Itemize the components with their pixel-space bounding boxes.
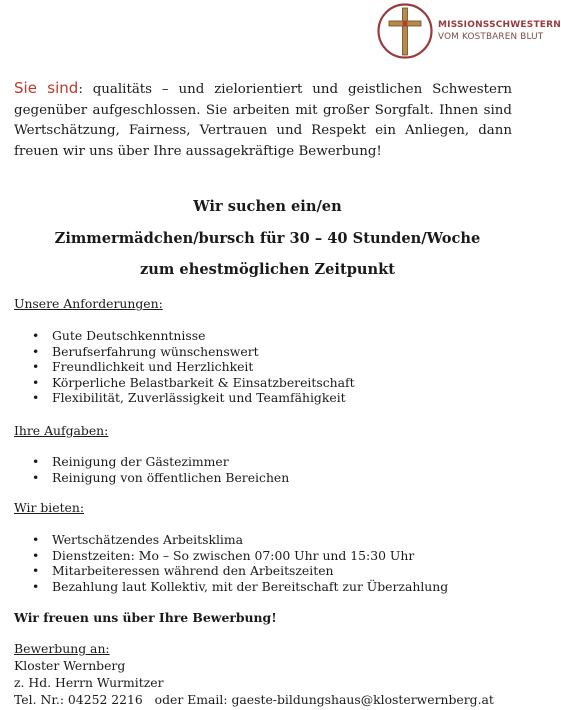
contact-phone: Tel. Nr.: 04252 2216 — [14, 692, 143, 707]
offers-title: Wir bieten: — [14, 500, 85, 515]
tasks-title: Ihre Aufgaben: — [14, 423, 109, 438]
headline-line-3: zum ehestmöglichen Zeitpunkt — [140, 261, 395, 278]
logo-line-1: MISSIONSSCHWESTERN — [438, 20, 561, 30]
list-item: • Reinigung der Gästezimmer — [52, 454, 289, 470]
cross-icon — [376, 2, 434, 60]
requirements-title: Unsere Anforderungen: — [14, 296, 163, 311]
list-item: • Körperliche Belastbarkeit & Einsatzbereitschaft — [52, 375, 355, 391]
contact-email[interactable]: oder Email: gaeste-bildungshaus@klosterwernberg.at — [154, 692, 494, 707]
contact-title: Bewerbung an: — [14, 641, 110, 656]
list-item: • Mitarbeiteressen während den Arbeitszeiten — [52, 563, 448, 579]
list-item: • Berufserfahrung wünschenswert — [52, 344, 355, 360]
list-item: • Gute Deutschkenntnisse — [52, 328, 355, 344]
offers-list — [14, 532, 448, 594]
list-item: • Reinigung von öffentlichen Bereichen — [52, 470, 289, 486]
list-item: • Wertschätzendes Arbeitsklima — [52, 532, 448, 548]
headline-line-1: Wir suchen ein/en — [193, 198, 342, 215]
closing-text: Wir freuen uns über Ihre Bewerbung! — [14, 610, 277, 625]
contact-org: Kloster Wernberg — [14, 658, 126, 673]
contact-attn: z. Hd. Herrn Wurmitzer — [14, 675, 164, 690]
contact-line — [14, 692, 494, 707]
requirements-list — [14, 328, 355, 406]
logo — [376, 2, 561, 60]
list-item: • Dienstzeiten: Mo – So zwischen 07:00 Uhr und 15:30 Uhr — [52, 548, 448, 564]
list-item: • Flexibilität, Zuverlässigkeit und Teamfähigkeit — [52, 390, 355, 406]
tasks-list — [14, 454, 289, 485]
intro-lead: Sie sind — [14, 79, 79, 97]
list-item: • Bezahlung laut Kollektiv, mit der Bereitschaft zur Überzahlung — [52, 579, 448, 595]
headline-line-2: Zimmermädchen/bursch für 30 – 40 Stunden/Woche — [54, 230, 481, 247]
logo-line-2: VOM KOSTBAREN BLUT — [438, 32, 544, 42]
intro-text: : qualitäts – und zielorientiert und geistlichen Schwestern gegenüber aufgeschlossen. Sie arbeiten mit großer Sorgfalt. Ihnen sind Wertschätzung, Fairness, Vertrauen und Respekt ein Anliegen, dann freuen wir uns über Ihre aussagekräftige Bewerbung! — [14, 82, 512, 159]
list-item: • Freundlichkeit und Herzlichkeit — [52, 359, 355, 375]
intro-paragraph — [14, 78, 512, 162]
